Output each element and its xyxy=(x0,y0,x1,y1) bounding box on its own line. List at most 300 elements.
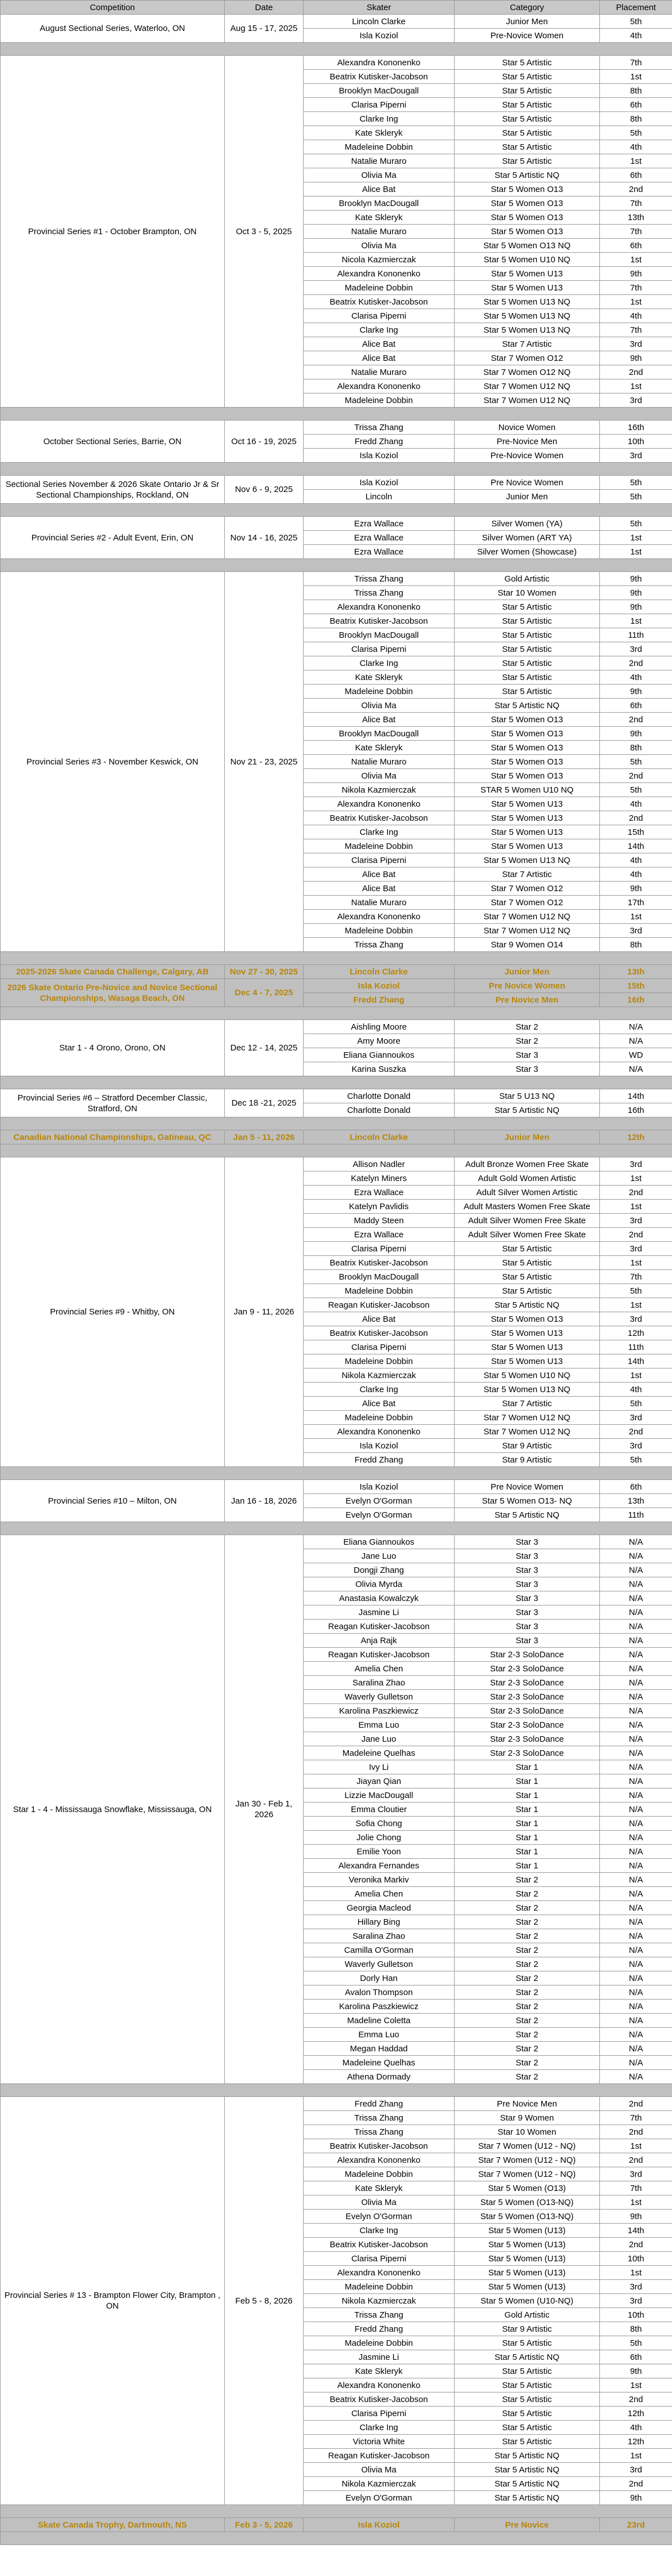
placement-cell: 16th xyxy=(600,1103,672,1117)
placement-cell: N/A xyxy=(600,1873,672,1887)
placement-cell: 1st xyxy=(600,1256,672,1270)
category-cell: Pre Novice Women xyxy=(455,476,600,490)
category-cell: Star 2-3 SoloDance xyxy=(455,1732,600,1746)
skater-cell: Natalie Muraro xyxy=(304,154,455,168)
placement-cell: 11th xyxy=(600,1508,672,1522)
skater-cell: Lincoln xyxy=(304,490,455,504)
placement-cell: N/A xyxy=(600,1929,672,1943)
skater-cell: Clarke Ing xyxy=(304,656,455,670)
category-cell: Star 5 Women U13 xyxy=(455,797,600,811)
placement-cell: N/A xyxy=(600,2014,672,2028)
skater-cell: Beatrix Kutisker-Jacobson xyxy=(304,295,455,309)
skater-cell: Alice Bat xyxy=(304,867,455,882)
skater-cell: Olivia Ma xyxy=(304,168,455,182)
category-cell: Adult Silver Women Free Skate xyxy=(455,1228,600,1242)
placement-cell: 3rd xyxy=(600,2280,672,2294)
date-cell: Feb 5 - 8, 2026 xyxy=(225,2097,304,2505)
skater-cell: Isla Koziol xyxy=(304,449,455,463)
category-cell: Pre-Novice Women xyxy=(455,29,600,43)
category-cell: Star 5 Women O13 xyxy=(455,769,600,783)
skater-cell: Clarisa Piperni xyxy=(304,1242,455,1256)
placement-cell: 9th xyxy=(600,267,672,281)
category-cell: Adult Masters Women Free Skate xyxy=(455,1200,600,1214)
category-cell: Star 1 xyxy=(455,1788,600,1803)
category-cell: Pre Novice Women xyxy=(455,979,600,993)
category-cell: Star 2 xyxy=(455,1034,600,1048)
competition-cell: Sectional Series November & 2026 Skate Ontario Jr & Sr Sectional Championships, Rockland, ON xyxy=(1,476,225,504)
skater-cell: Brooklyn MacDougall xyxy=(304,84,455,98)
competition-cell: Provincial Series # 13 - Brampton Flower City, Brampton , ON xyxy=(1,2097,225,2505)
placement-cell: 15th xyxy=(600,979,672,993)
category-cell: Star 3 xyxy=(455,1048,600,1062)
skater-cell: Madeleine Dobbin xyxy=(304,839,455,853)
separator-cell xyxy=(1,463,672,476)
placement-cell: 3rd xyxy=(600,337,672,351)
header-row xyxy=(1,1,672,15)
skater-cell: Reagan Kutisker-Jacobson xyxy=(304,1298,455,1312)
category-cell: Star 2-3 SoloDance xyxy=(455,1704,600,1718)
skater-cell: Alexandra Kononenko xyxy=(304,56,455,70)
separator-cell xyxy=(1,1522,672,1535)
skater-cell: Megan Haddad xyxy=(304,2042,455,2056)
skater-cell: Madeleine Dobbin xyxy=(304,2336,455,2350)
placement-cell: 14th xyxy=(600,1089,672,1103)
category-cell: Star 5 Artistic xyxy=(455,2392,600,2407)
placement-cell: 2nd xyxy=(600,2477,672,2491)
category-cell: Star 2-3 SoloDance xyxy=(455,1676,600,1690)
skater-cell: Fredd Zhang xyxy=(304,1453,455,1467)
skater-cell: Natalie Muraro xyxy=(304,365,455,379)
skater-cell: Camilla O'Gorman xyxy=(304,1943,455,1957)
skater-cell: Katelyn Miners xyxy=(304,1171,455,1186)
category-cell: Star 7 Women O12 NQ xyxy=(455,365,600,379)
category-cell: Star 5 Women O13 xyxy=(455,1312,600,1326)
placement-cell: N/A xyxy=(600,1662,672,1676)
category-cell: Star 5 Artistic xyxy=(455,84,600,98)
skater-cell: Jasmine Li xyxy=(304,1605,455,1620)
placement-cell: 9th xyxy=(600,572,672,586)
placement-cell: N/A xyxy=(600,1943,672,1957)
skater-cell: Kate Skleryk xyxy=(304,670,455,685)
skater-cell: Athena Dormady xyxy=(304,2070,455,2084)
skater-cell: Emma Luo xyxy=(304,2028,455,2042)
skater-cell: Alice Bat xyxy=(304,1312,455,1326)
skater-cell: Clarisa Piperni xyxy=(304,642,455,656)
placement-cell: N/A xyxy=(600,1915,672,1929)
skater-cell: Alice Bat xyxy=(304,713,455,727)
category-cell: Star 2-3 SoloDance xyxy=(455,1662,600,1676)
separator-cell xyxy=(1,1117,672,1130)
category-cell: Star 5 Women U13 xyxy=(455,267,600,281)
placement-cell: N/A xyxy=(600,1760,672,1774)
skater-cell: Clarisa Piperni xyxy=(304,309,455,323)
skater-cell: Alice Bat xyxy=(304,337,455,351)
date-cell: Oct 16 - 19, 2025 xyxy=(225,421,304,463)
skater-cell: Trissa Zhang xyxy=(304,421,455,435)
placement-cell: 1st xyxy=(600,2266,672,2280)
skater-cell: Kate Skleryk xyxy=(304,126,455,140)
skater-cell: Madeleine Dobbin xyxy=(304,281,455,295)
separator-row xyxy=(1,2505,672,2518)
date-cell: Nov 27 - 30, 2025 xyxy=(225,965,304,979)
category-cell: Pre-Novice Men xyxy=(455,435,600,449)
skater-cell: Dongji Zhang xyxy=(304,1563,455,1577)
category-cell: Star 10 Women xyxy=(455,2125,600,2139)
skater-cell: Jolie Chong xyxy=(304,1831,455,1845)
skater-cell: Olivia Ma xyxy=(304,2463,455,2477)
skater-cell: Natalie Muraro xyxy=(304,755,455,769)
separator-cell xyxy=(1,408,672,421)
skater-cell: Amy Moore xyxy=(304,1034,455,1048)
category-cell: Star 5 Artistic xyxy=(455,670,600,685)
placement-cell: 1st xyxy=(600,1368,672,1383)
skater-cell: Hillary Bing xyxy=(304,1915,455,1929)
category-cell: Star 2 xyxy=(455,1020,600,1034)
category-cell: Star 5 Artistic xyxy=(455,112,600,126)
separator-row xyxy=(1,1522,672,1535)
placement-cell: 9th xyxy=(600,351,672,365)
placement-cell: 2nd xyxy=(600,811,672,825)
category-cell: Silver Women (ART YA) xyxy=(455,531,600,545)
skater-cell: Alice Bat xyxy=(304,1397,455,1411)
skater-cell: Beatrix Kutisker-Jacobson xyxy=(304,2139,455,2153)
placement-cell: N/A xyxy=(600,2042,672,2056)
placement-cell: 2nd xyxy=(600,1228,672,1242)
skater-cell: Ezra Wallace xyxy=(304,531,455,545)
placement-cell: 1st xyxy=(600,1298,672,1312)
separator-row xyxy=(1,952,672,965)
skater-cell: Alice Bat xyxy=(304,882,455,896)
category-cell: Star 3 xyxy=(455,1062,600,1076)
placement-cell: 1st xyxy=(600,2449,672,2463)
separator-cell xyxy=(1,2084,672,2097)
placement-cell: N/A xyxy=(600,1817,672,1831)
skater-cell: Trissa Zhang xyxy=(304,2125,455,2139)
separator-cell xyxy=(1,2532,672,2545)
skater-cell: Charlotte Donald xyxy=(304,1103,455,1117)
competition-cell: Skate Canada Trophy, Dartmouth, NS xyxy=(1,2518,225,2532)
skater-cell: Saralina Zhao xyxy=(304,1676,455,1690)
placement-cell: 8th xyxy=(600,84,672,98)
skater-cell: Beatrix Kutisker-Jacobson xyxy=(304,2238,455,2252)
placement-cell: 7th xyxy=(600,323,672,337)
placement-cell: 3rd xyxy=(600,924,672,938)
placement-cell: 2nd xyxy=(600,365,672,379)
category-cell: Star 5 Artistic xyxy=(455,685,600,699)
category-cell: Star 5 Women U10 NQ xyxy=(455,1368,600,1383)
skater-cell: Jiayan Qian xyxy=(304,1774,455,1788)
category-cell: Junior Men xyxy=(455,965,600,979)
category-cell: Star 5 Artistic xyxy=(455,56,600,70)
placement-cell: 6th xyxy=(600,98,672,112)
placement-cell: 9th xyxy=(600,882,672,896)
separator-cell xyxy=(1,504,672,517)
category-cell: Star 5 Artistic xyxy=(455,628,600,642)
skater-cell: Clarke Ing xyxy=(304,2421,455,2435)
skater-cell: Beatrix Kutisker-Jacobson xyxy=(304,2392,455,2407)
placement-cell: 8th xyxy=(600,938,672,952)
placement-cell: N/A xyxy=(600,1887,672,1901)
category-cell: Star 7 Women U12 NQ xyxy=(455,393,600,408)
separator-row xyxy=(1,43,672,56)
category-cell: Star 5 Artistic xyxy=(455,2435,600,2449)
skater-cell: Madeleine Dobbin xyxy=(304,1411,455,1425)
skater-cell: Eliana Giannoukos xyxy=(304,1535,455,1549)
placement-cell: 3rd xyxy=(600,393,672,408)
placement-cell: 9th xyxy=(600,727,672,741)
placement-cell: N/A xyxy=(600,1591,672,1605)
category-cell: Star 2 xyxy=(455,2014,600,2028)
skater-cell: Clarisa Piperni xyxy=(304,2252,455,2266)
skater-cell: Olivia Ma xyxy=(304,239,455,253)
skater-cell: Clarke Ing xyxy=(304,323,455,337)
placement-cell: 1st xyxy=(600,2378,672,2392)
placement-cell: N/A xyxy=(600,1605,672,1620)
skater-cell: Fredd Zhang xyxy=(304,2097,455,2111)
separator-row xyxy=(1,408,672,421)
category-cell: Star 5 Women U13 xyxy=(455,1326,600,1340)
category-cell: Star 1 xyxy=(455,1845,600,1859)
skater-cell: Beatrix Kutisker-Jacobson xyxy=(304,1326,455,1340)
category-cell: Adult Gold Women Artistic xyxy=(455,1171,600,1186)
placement-cell: 11th xyxy=(600,1340,672,1354)
placement-cell: 2nd xyxy=(600,182,672,196)
skater-cell: Madeline Coletta xyxy=(304,2014,455,2028)
skater-cell: Katelyn Pavlidis xyxy=(304,1200,455,1214)
category-cell: Star 2 xyxy=(455,1887,600,1901)
competition-cell: Provincial Series #10 – Milton, ON xyxy=(1,1480,225,1522)
skater-cell: Beatrix Kutisker-Jacobson xyxy=(304,70,455,84)
placement-cell: 7th xyxy=(600,1270,672,1284)
skater-cell: Alexandra Fernandes xyxy=(304,1859,455,1873)
separator-cell xyxy=(1,1467,672,1480)
separator-cell xyxy=(1,2505,672,2518)
placement-cell: 10th xyxy=(600,2308,672,2322)
category-cell: Star 5 Artistic NQ xyxy=(455,2350,600,2364)
placement-cell: N/A xyxy=(600,1746,672,1760)
skater-cell: Anastasia Kowalczyk xyxy=(304,1591,455,1605)
result-row xyxy=(1,979,672,993)
skater-cell: Kate Skleryk xyxy=(304,2364,455,2378)
date-cell: Jan 5 - 11, 2026 xyxy=(225,1130,304,1144)
placement-cell: N/A xyxy=(600,2070,672,2084)
placement-cell: N/A xyxy=(600,1788,672,1803)
category-cell: Star 5 Artistic NQ xyxy=(455,1508,600,1522)
skater-cell: Emma Luo xyxy=(304,1718,455,1732)
placement-cell: N/A xyxy=(600,1034,672,1048)
category-cell: Star 7 Women O12 xyxy=(455,896,600,910)
category-cell: Star 9 Artistic xyxy=(455,1439,600,1453)
category-cell: Star 2-3 SoloDance xyxy=(455,1746,600,1760)
placement-cell: WD xyxy=(600,1048,672,1062)
placement-cell: 3rd xyxy=(600,449,672,463)
skater-cell: Madeleine Dobbin xyxy=(304,393,455,408)
category-cell: Silver Women (Showcase) xyxy=(455,545,600,559)
skater-cell: Madeleine Dobbin xyxy=(304,1354,455,1368)
category-cell: Star 5 Women (U13) xyxy=(455,2238,600,2252)
placement-cell: 14th xyxy=(600,2224,672,2238)
placement-cell: N/A xyxy=(600,1690,672,1704)
date-cell: Aug 15 - 17, 2025 xyxy=(225,15,304,43)
skater-cell: Reagan Kutisker-Jacobson xyxy=(304,1620,455,1634)
category-cell: Junior Men xyxy=(455,490,600,504)
skater-cell: Reagan Kutisker-Jacobson xyxy=(304,2449,455,2463)
category-cell: Star 5 Artistic xyxy=(455,614,600,628)
skater-cell: Beatrix Kutisker-Jacobson xyxy=(304,811,455,825)
result-row xyxy=(1,421,672,435)
skater-cell: Evelyn O'Gorman xyxy=(304,1508,455,1522)
skater-cell: Alexandra Kononenko xyxy=(304,600,455,614)
category-cell: Star 5 Women (U13) xyxy=(455,2224,600,2238)
category-cell: Star 5 Women O13 xyxy=(455,225,600,239)
skater-cell: Anja Rajk xyxy=(304,1634,455,1648)
date-cell: Feb 3 - 5, 2026 xyxy=(225,2518,304,2532)
competition-cell: Provincial Series #1 - October Brampton, ON xyxy=(1,56,225,408)
skater-cell: Madeleine Dobbin xyxy=(304,924,455,938)
placement-cell: 7th xyxy=(600,2111,672,2125)
header-placement: Placement xyxy=(600,1,672,15)
skater-cell: Ezra Wallace xyxy=(304,1228,455,1242)
category-cell: Star 7 Women U12 NQ xyxy=(455,1425,600,1439)
category-cell: Star 5 Women O13 xyxy=(455,211,600,225)
competition-cell: August Sectional Series, Waterloo, ON xyxy=(1,15,225,43)
category-cell: Star 2 xyxy=(455,1971,600,1985)
competition-cell: 2026 Skate Ontario Pre-Novice and Novice Sectional Championships, Wasaga Beach, ON xyxy=(1,979,225,1007)
placement-cell: N/A xyxy=(600,1845,672,1859)
skater-cell: Evelyn O'Gorman xyxy=(304,2491,455,2505)
skater-cell: Charlotte Donald xyxy=(304,1089,455,1103)
category-cell: Star 5 Artistic xyxy=(455,140,600,154)
skater-cell: Fredd Zhang xyxy=(304,2322,455,2336)
placement-cell: 12th xyxy=(600,1326,672,1340)
category-cell: Star 2-3 SoloDance xyxy=(455,1718,600,1732)
category-cell: Star 2 xyxy=(455,1943,600,1957)
skater-cell: Madeleine Dobbin xyxy=(304,140,455,154)
placement-cell: 4th xyxy=(600,309,672,323)
placement-cell: 5th xyxy=(600,490,672,504)
skater-cell: Reagan Kutisker-Jacobson xyxy=(304,1648,455,1662)
category-cell: Star 5 Artistic xyxy=(455,2407,600,2421)
category-cell: Star 2-3 SoloDance xyxy=(455,1648,600,1662)
results-body xyxy=(1,15,672,2545)
category-cell: Star 3 xyxy=(455,1563,600,1577)
skater-cell: Madeleine Dobbin xyxy=(304,2280,455,2294)
category-cell: Star 5 Artistic xyxy=(455,2421,600,2435)
skater-cell: Olivia Ma xyxy=(304,2195,455,2210)
category-cell: Star 5 Artistic xyxy=(455,2378,600,2392)
placement-cell: 2nd xyxy=(600,656,672,670)
result-row xyxy=(1,572,672,586)
skater-cell: Avalon Thompson xyxy=(304,1985,455,2000)
category-cell: Gold Artistic xyxy=(455,2308,600,2322)
separator-row xyxy=(1,1467,672,1480)
category-cell: Star 2 xyxy=(455,2000,600,2014)
category-cell: Star 5 Women (O13-NQ) xyxy=(455,2195,600,2210)
skater-cell: Ezra Wallace xyxy=(304,545,455,559)
placement-cell: 23rd xyxy=(600,2518,672,2532)
placement-cell: 4th xyxy=(600,797,672,811)
skater-cell: Maddy Steen xyxy=(304,1214,455,1228)
placement-cell: 3rd xyxy=(600,642,672,656)
category-cell: Adult Silver Women Artistic xyxy=(455,1186,600,1200)
category-cell: Star 5 Artistic xyxy=(455,1270,600,1284)
skater-cell: Karina Suszka xyxy=(304,1062,455,1076)
placement-cell: 12th xyxy=(600,1130,672,1144)
placement-cell: 12th xyxy=(600,2407,672,2421)
result-row xyxy=(1,56,672,70)
placement-cell: 9th xyxy=(600,2491,672,2505)
placement-cell: 7th xyxy=(600,225,672,239)
skater-cell: Clarke Ing xyxy=(304,1383,455,1397)
skater-cell: Ezra Wallace xyxy=(304,517,455,531)
competition-cell: Star 1 - 4 - Mississauga Snowflake, Mississauga, ON xyxy=(1,1535,225,2084)
placement-cell: 17th xyxy=(600,896,672,910)
category-cell: Star 5 Women O13- NQ xyxy=(455,1494,600,1508)
category-cell: Star 7 Women U12 NQ xyxy=(455,379,600,393)
placement-cell: 1st xyxy=(600,253,672,267)
placement-cell: 2nd xyxy=(600,2238,672,2252)
placement-cell: 6th xyxy=(600,2350,672,2364)
placement-cell: 5th xyxy=(600,1453,672,1467)
placement-cell: N/A xyxy=(600,1859,672,1873)
category-cell: Star 5 Artistic xyxy=(455,1242,600,1256)
category-cell: Star 5 Women U13 xyxy=(455,811,600,825)
category-cell: Star 5 Artistic xyxy=(455,98,600,112)
category-cell: Star 5 Women O13 xyxy=(455,713,600,727)
skater-cell: Karolina Paszkiewicz xyxy=(304,1704,455,1718)
category-cell: Star 3 xyxy=(455,1634,600,1648)
skater-cell: Madeleine Dobbin xyxy=(304,2167,455,2181)
placement-cell: N/A xyxy=(600,1648,672,1662)
skater-cell: Alexandra Kononenko xyxy=(304,2153,455,2167)
date-cell: Jan 16 - 18, 2026 xyxy=(225,1480,304,1522)
skater-cell: Fredd Zhang xyxy=(304,435,455,449)
placement-cell: 5th xyxy=(600,755,672,769)
placement-cell: 2nd xyxy=(600,769,672,783)
skater-cell: Ezra Wallace xyxy=(304,1186,455,1200)
skater-cell: Evelyn O'Gorman xyxy=(304,1494,455,1508)
skater-cell: Victoria White xyxy=(304,2435,455,2449)
category-cell: Pre Novice xyxy=(455,2518,600,2532)
placement-cell: 6th xyxy=(600,168,672,182)
date-cell: Nov 6 - 9, 2025 xyxy=(225,476,304,504)
placement-cell: 2nd xyxy=(600,713,672,727)
placement-cell: 13th xyxy=(600,1494,672,1508)
date-cell: Dec 4 - 7, 2025 xyxy=(225,979,304,1007)
skater-cell: Jane Luo xyxy=(304,1732,455,1746)
skater-cell: Nicola Kazmierczak xyxy=(304,253,455,267)
category-cell: Star 5 Artistic NQ xyxy=(455,699,600,713)
skater-cell: Aishling Moore xyxy=(304,1020,455,1034)
skater-cell: Isla Koziol xyxy=(304,1480,455,1494)
category-cell: Star 1 xyxy=(455,1831,600,1845)
placement-cell: 1st xyxy=(600,1171,672,1186)
date-cell: Jan 9 - 11, 2026 xyxy=(225,1157,304,1467)
placement-cell: 4th xyxy=(600,1383,672,1397)
placement-cell: N/A xyxy=(600,2056,672,2070)
placement-cell: 4th xyxy=(600,2421,672,2435)
placement-cell: N/A xyxy=(600,1549,672,1563)
skater-cell: Dorly Han xyxy=(304,1971,455,1985)
category-cell: Star 5 Women O13 xyxy=(455,196,600,211)
date-cell: Dec 18 -21, 2025 xyxy=(225,1089,304,1117)
category-cell: Gold Artistic xyxy=(455,572,600,586)
skater-cell: Brooklyn MacDougall xyxy=(304,196,455,211)
skater-cell: Isla Koziol xyxy=(304,476,455,490)
category-cell: Pre Novice Women xyxy=(455,1480,600,1494)
competition-cell: Provincial Series #6 – Stratford December Classic, Stratford, ON xyxy=(1,1089,225,1117)
placement-cell: N/A xyxy=(600,1620,672,1634)
